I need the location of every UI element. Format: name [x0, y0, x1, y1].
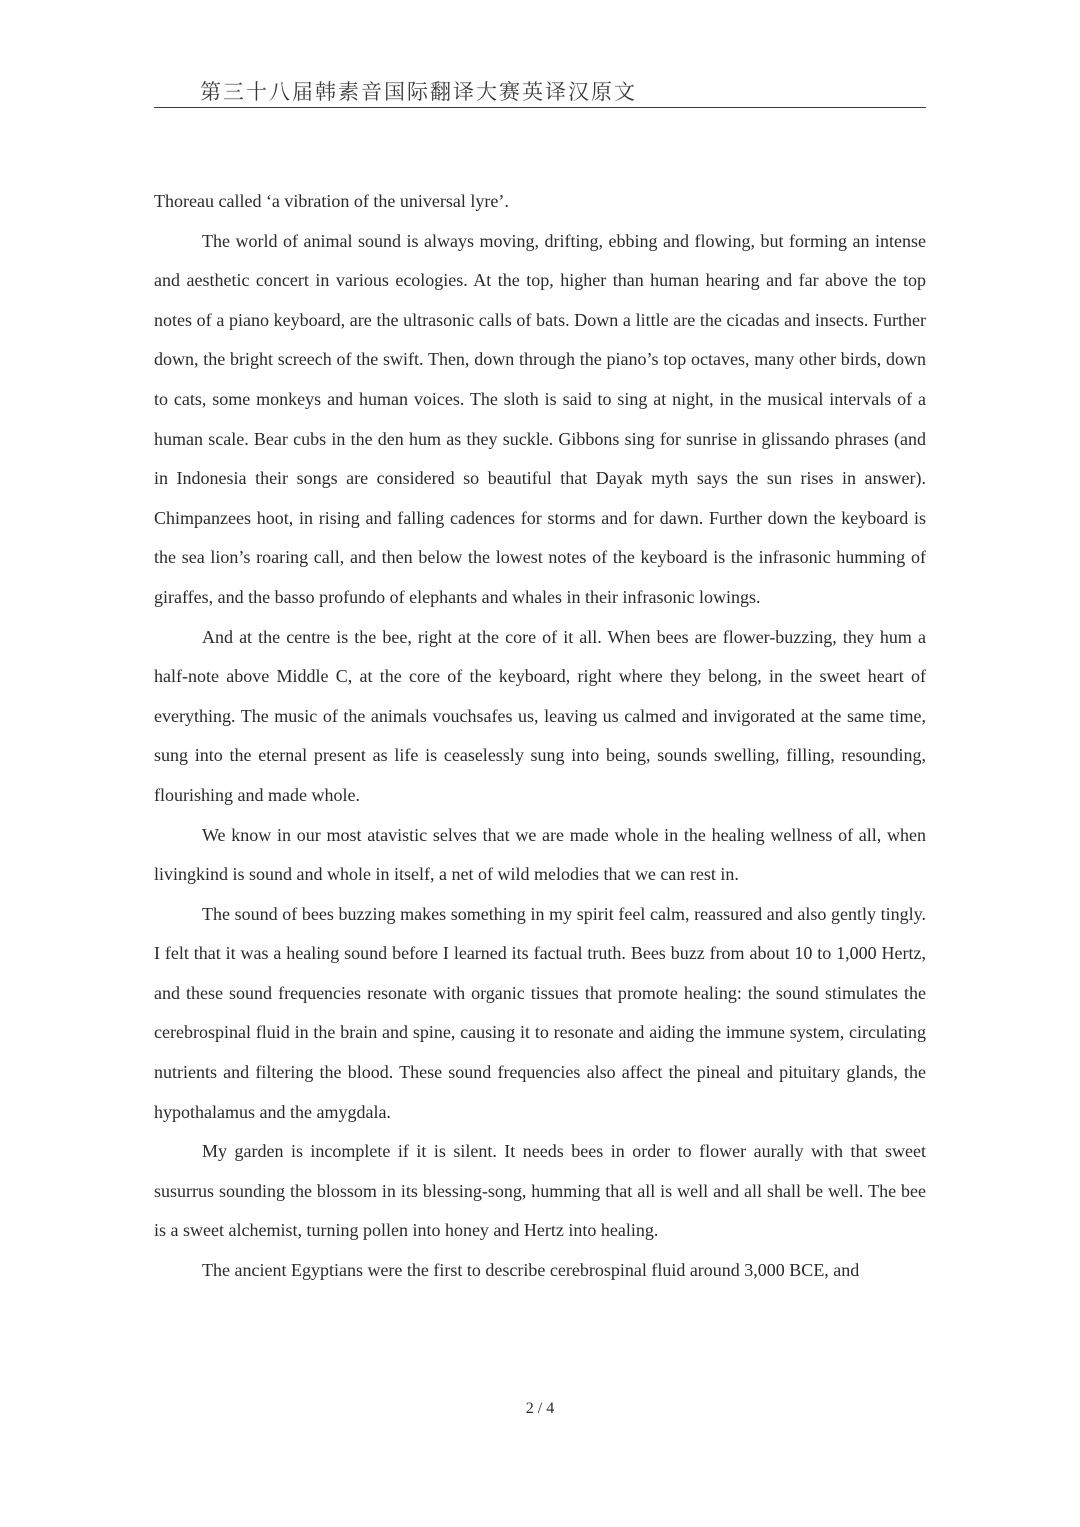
- paragraph-bee-centre: And at the centre is the bee, right at the core of it all. When bees are flower-buzzing, they hum a half-note above Middle C, at the core of the keyboard, right where they belong, in the sweet heart of everything. The music of the animals vouchsafes us, leaving us calmed and invigorated at the same time, sung into the eternal present as life is ceaselessly sung into being, sounds swelling, filling, resounding, flourishing and made whole.: [154, 626, 926, 805]
- header-divider: [154, 107, 926, 108]
- paragraph-egyptians: The ancient Egyptians were the first to describe cerebrospinal fluid around 3,000 BCE, and: [202, 1260, 860, 1281]
- paragraph-bees-buzzing: The sound of bees buzzing makes something in my spirit feel calm, reassured and also gently tingly. I felt that it was a healing sound before I learned its factual truth. Bees buzz from about 10 to 1,000 Hertz, and these sound frequencies resonate with organic tissues that promote healing: the sound stimulates the cerebrospinal fluid in the brain and spine, causing it to resonate and aiding the immune system, circulating nutrients and filtering the blood. These sound frequencies also affect the pineal and pituitary glands, the hypothalamus and the amygdala.: [154, 903, 926, 1122]
- paragraph-animal-sound: The world of animal sound is always moving, drifting, ebbing and flowing, but forming an intense and aesthetic concert in various ecologies. At the top, higher than human hearing and far above the top notes of a piano keyboard, are the ultrasonic calls of bats. Down a little are the cicadas and insects. Further down, the bright screech of the swift. Then, down through the piano’s top octaves, many other birds, down to cats, some monkeys and human voices. The sloth is said to sing at night, in the musical intervals of a human scale. Bear cubs in the den hum as they suckle. Gibbons sing for sunrise in glissando phrases (and in Indonesia their songs are considered so beautiful that Dayak myth says the sun rises in answer). Chimpanzees hoot, in rising and falling cadences for storms and for dawn. Further down the keyboard is the sea lion’s roaring call, and then below the lowest notes of the keyboard is the infrasonic humming of giraffes, and the basso profundo of elephants and whales in their infrasonic lowings.: [154, 230, 926, 607]
- paragraph-garden: My garden is incomplete if it is silent. It needs bees in order to flower aurally with that sweet susurrus sounding the blossom in its blessing-song, humming that all is well and all shall be well. The bee is a sweet alchemist, turning pollen into honey and Hertz into healing.: [154, 1141, 926, 1241]
- page-number: 2 / 4: [525, 1400, 555, 1417]
- paragraph-atavistic: We know in our most atavistic selves that we are made whole in the healing wellness of all, when livingkind is sound and whole in itself, a net of wild melodies that we can rest in.: [154, 824, 926, 885]
- page-header-title: 第三十八届韩素音国际翻译大赛英译汉原文: [200, 80, 637, 104]
- body-text: [154, 182, 926, 1291]
- paragraph-continuation: Thoreau called ‘a vibration of the universal lyre’.: [154, 191, 509, 211]
